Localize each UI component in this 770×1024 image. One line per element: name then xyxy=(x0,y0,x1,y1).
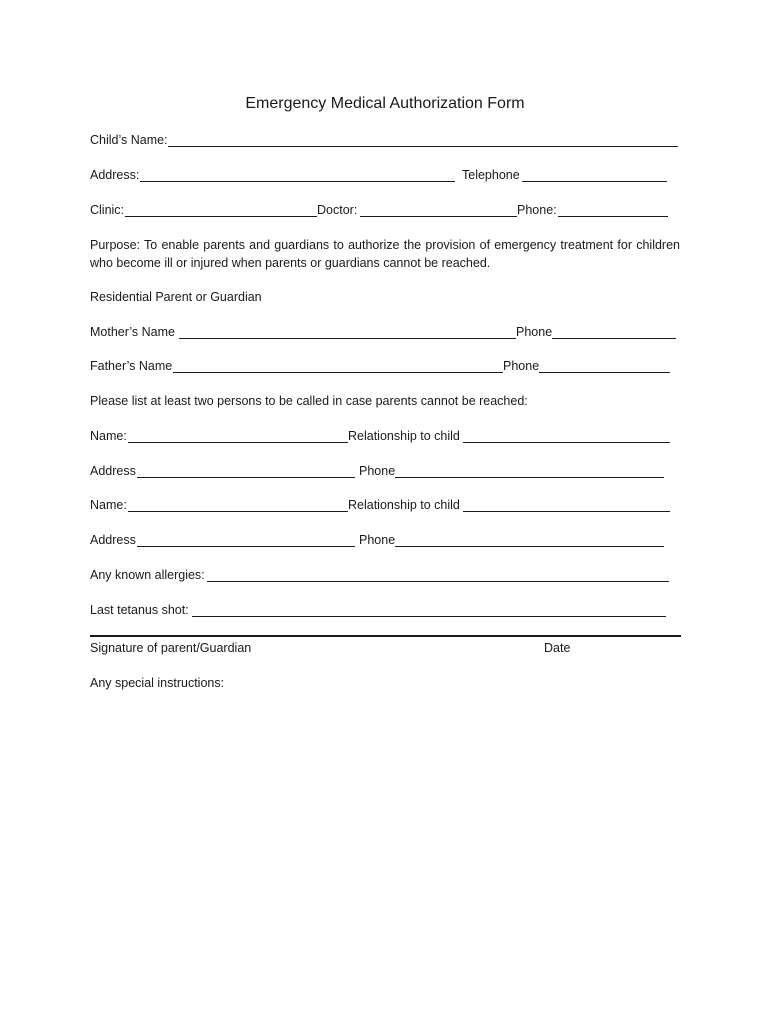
tetanus-field[interactable] xyxy=(192,616,666,617)
contact1-relationship-field[interactable] xyxy=(463,442,670,443)
special-instructions-label: Any special instructions: xyxy=(90,676,225,690)
clinic-field[interactable] xyxy=(125,216,317,217)
father-name-field[interactable] xyxy=(173,372,503,373)
mother-phone-label: Phone xyxy=(516,325,553,339)
child-name-field[interactable] xyxy=(168,146,678,147)
telephone-field[interactable] xyxy=(522,181,667,182)
clinic-phone-label: Phone: xyxy=(517,203,557,217)
address-field[interactable] xyxy=(140,181,455,182)
mother-name-label: Mother’s Name xyxy=(90,325,175,339)
clinic-phone-field[interactable] xyxy=(558,216,668,217)
clinic-label: Clinic: xyxy=(90,203,125,217)
child-name-label: Child’s Name: xyxy=(90,133,168,147)
doctor-field[interactable] xyxy=(360,216,517,217)
contact2-address-field[interactable] xyxy=(137,546,355,547)
telephone-label: Telephone xyxy=(462,168,520,182)
doctor-label: Doctor: xyxy=(317,203,358,217)
form-title: Emergency Medical Authorization Form xyxy=(245,95,525,112)
tetanus-label: Last tetanus shot: xyxy=(90,603,189,617)
allergies-field[interactable] xyxy=(207,581,669,582)
address-label: Address: xyxy=(90,168,140,182)
contact1-phone-field[interactable] xyxy=(395,477,664,478)
contact1-name-field[interactable] xyxy=(128,442,348,443)
contact2-relationship-label: Relationship to child xyxy=(348,498,460,512)
contact1-relationship-label: Relationship to child xyxy=(348,429,460,443)
signature-line[interactable] xyxy=(90,635,681,637)
contact2-name-field[interactable] xyxy=(128,511,348,512)
residential-heading: Residential Parent or Guardian xyxy=(90,290,262,304)
father-phone-field[interactable] xyxy=(539,372,670,373)
contact2-phone-field[interactable] xyxy=(395,546,664,547)
contact1-phone-label: Phone xyxy=(359,464,396,478)
father-phone-label: Phone xyxy=(503,359,540,373)
father-name-label: Father’s Name xyxy=(90,359,173,373)
allergies-label: Any known allergies: xyxy=(90,568,205,582)
contact2-phone-label: Phone xyxy=(359,533,396,547)
signature-label: Signature of parent/Guardian xyxy=(90,641,252,655)
contacts-instruction: Please list at least two persons to be called in case parents cannot be reached: xyxy=(90,394,528,408)
contact1-name-label: Name: xyxy=(90,429,127,443)
mother-name-field[interactable] xyxy=(179,338,516,339)
purpose-text: Purpose: To enable parents and guardians to authorize the provision of emergency treatment for children who become ill or injured when parents or guardians cannot be reached. xyxy=(90,238,680,270)
mother-phone-field[interactable] xyxy=(552,338,676,339)
contact2-relationship-field[interactable] xyxy=(463,511,670,512)
date-label: Date xyxy=(544,641,571,655)
contact2-name-label: Name: xyxy=(90,498,127,512)
contact2-address-label: Address xyxy=(90,533,136,547)
contact1-address-label: Address xyxy=(90,464,136,478)
contact1-address-field[interactable] xyxy=(137,477,355,478)
